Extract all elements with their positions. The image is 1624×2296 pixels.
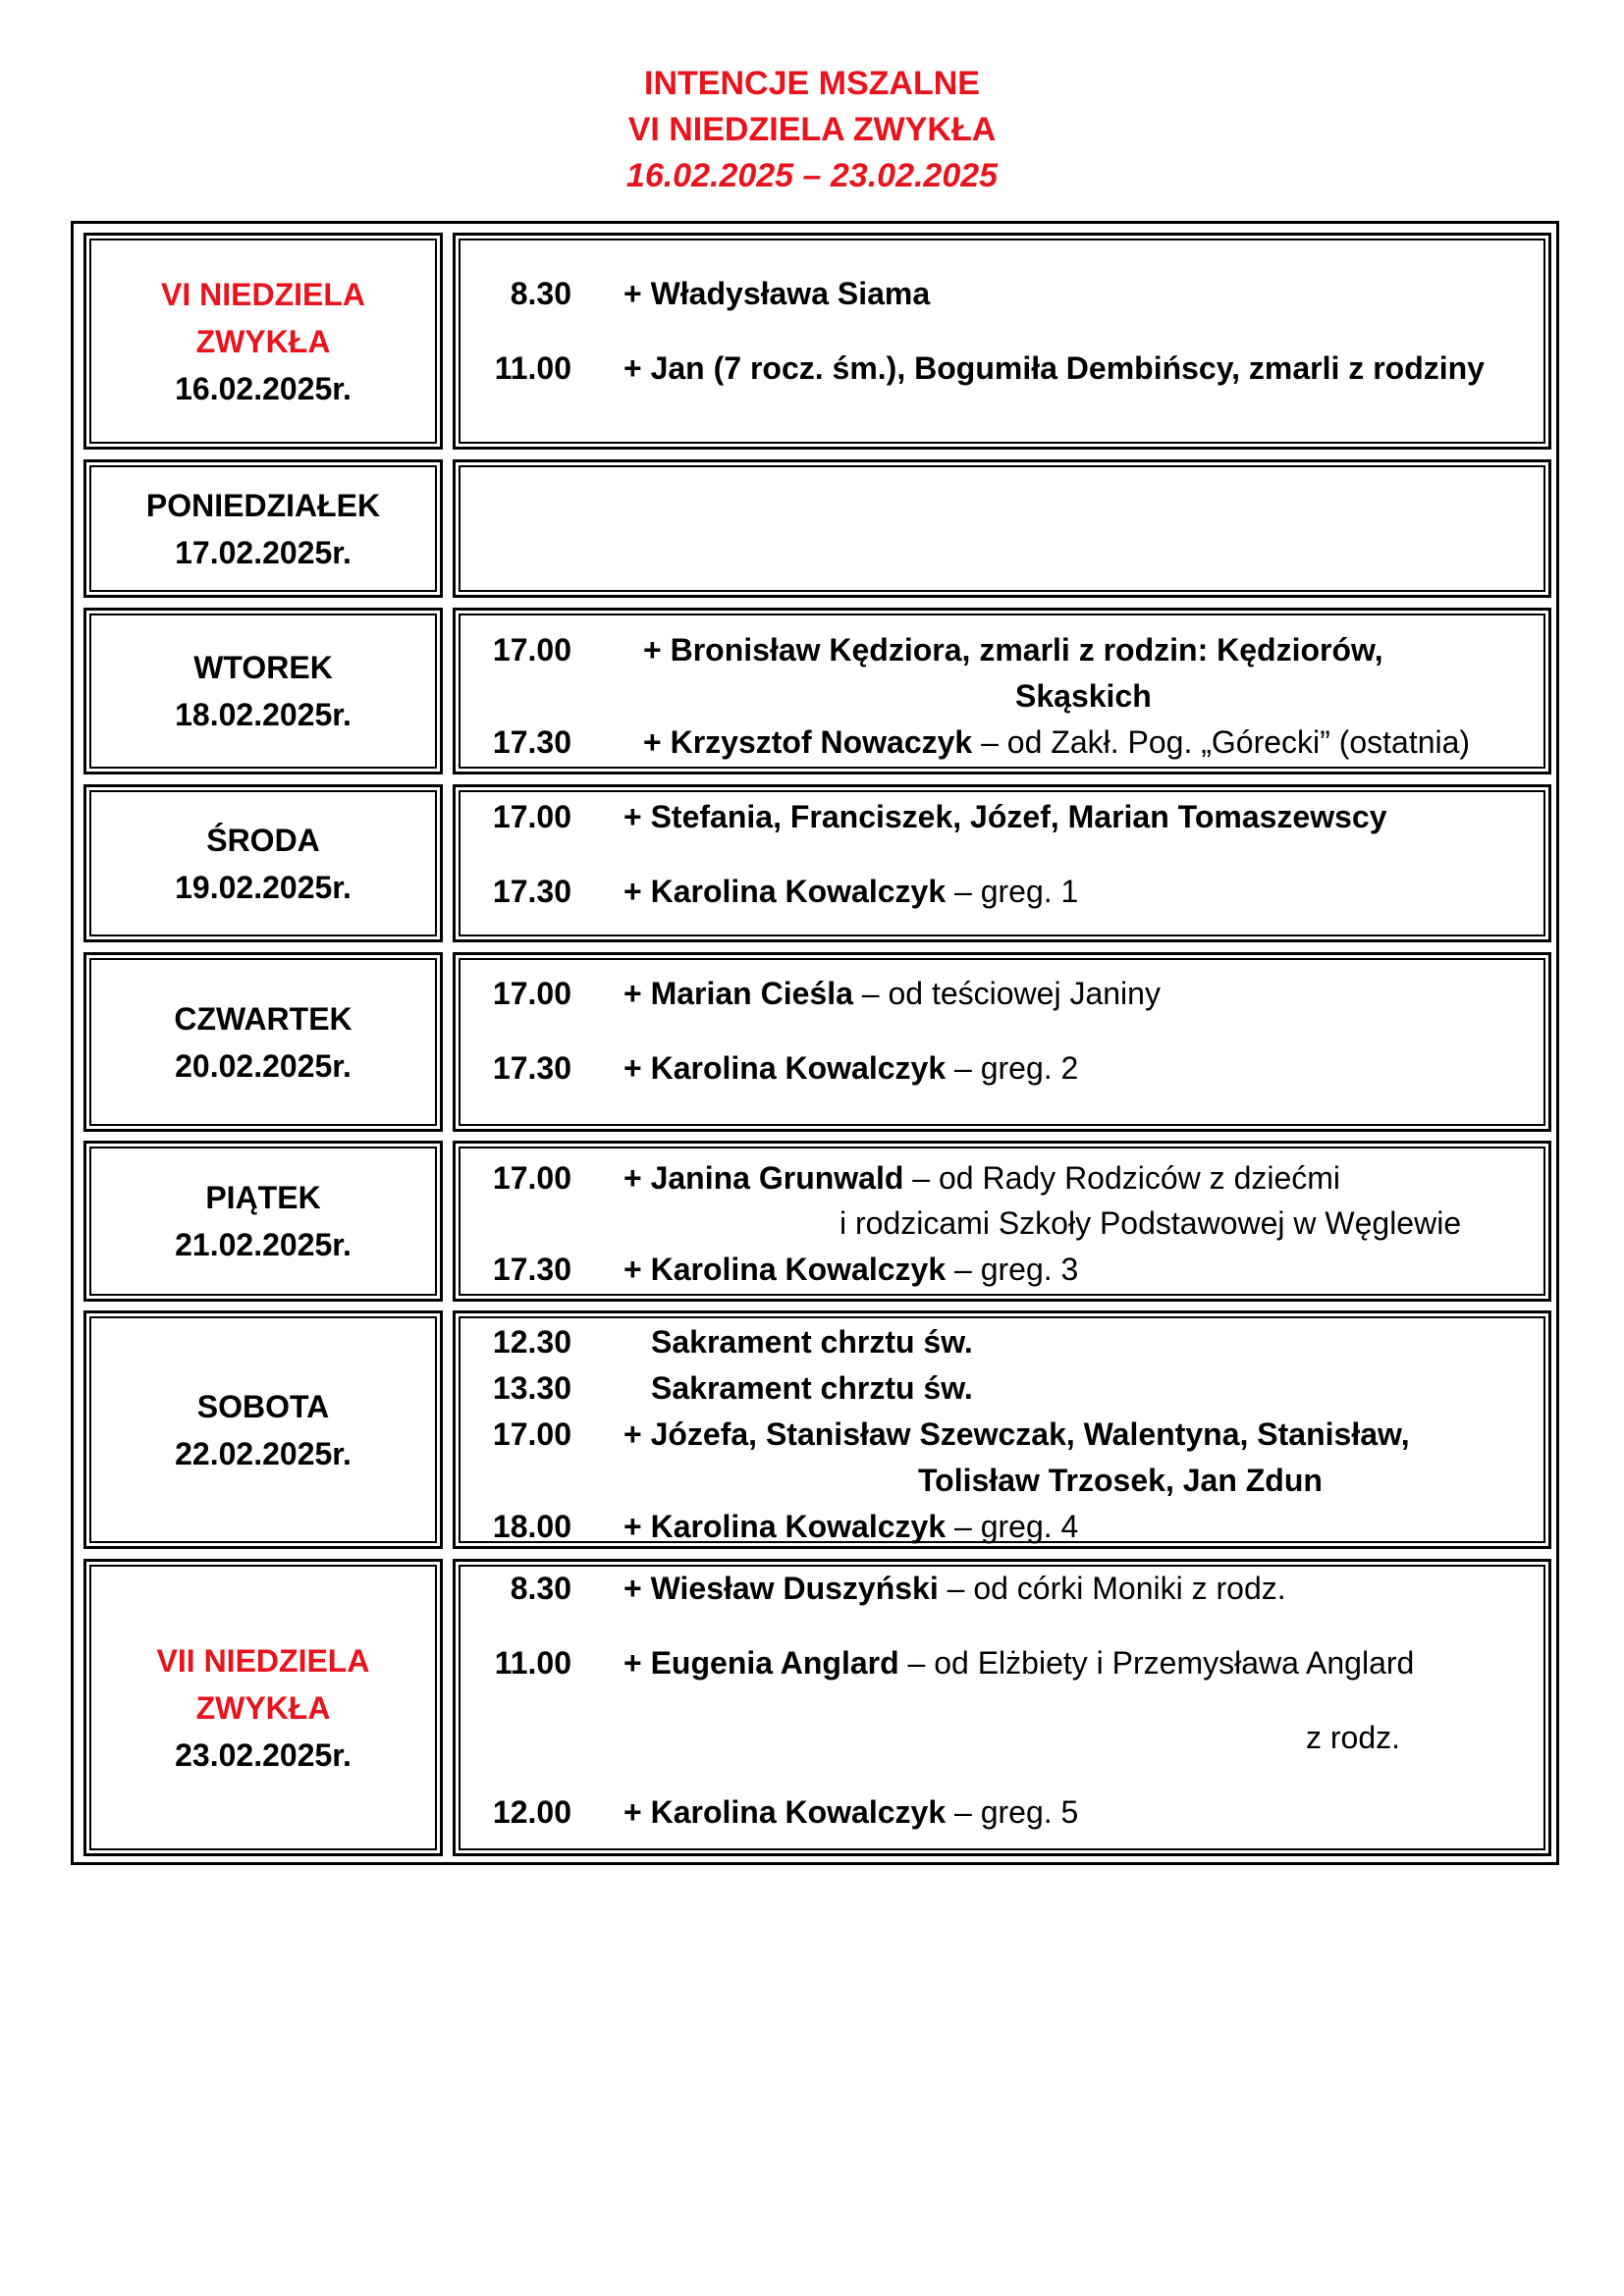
mass-entry xyxy=(456,1503,1548,1550)
day-date: 23.02.2025r. xyxy=(175,1736,352,1773)
day-name: ŚRODA xyxy=(206,822,320,858)
intention-text-cont: i rodzicami Szkoły Podstawowej w Węglewie xyxy=(839,1205,1462,1241)
day-date: 18.02.2025r. xyxy=(175,697,352,732)
mass-entry xyxy=(456,626,1548,673)
intention-detail: – greg. 1 xyxy=(946,874,1079,909)
day-row-wednesday xyxy=(83,784,1551,942)
mass-entry xyxy=(456,270,1548,317)
day-cell xyxy=(83,1559,443,1856)
day-row-thursday xyxy=(83,952,1551,1132)
mass-entry xyxy=(456,1318,1548,1365)
day-row-saturday xyxy=(83,1310,1551,1549)
day-row-monday xyxy=(83,459,1551,598)
intention-detail: – od córki Moniki z rodz. xyxy=(938,1571,1286,1606)
header-title: INTENCJE MSZALNE xyxy=(644,65,980,102)
intention-detail: – greg. 2 xyxy=(946,1050,1079,1086)
entries-cell xyxy=(453,952,1551,1132)
mass-entry xyxy=(456,1411,1548,1458)
entries-cell xyxy=(453,608,1551,774)
day-date: 17.02.2025r. xyxy=(175,534,352,570)
entries-cell xyxy=(453,1310,1551,1549)
mass-entry xyxy=(456,719,1548,766)
intention-detail: – od Zakł. Pog. „Górecki” (ostatnia) xyxy=(972,724,1471,760)
intention-text: + Jan (7 rocz. śm.), Bogumiła Dembińscy, zmarli z rodziny xyxy=(623,350,1485,386)
intention-name: + Wiesław Duszyński xyxy=(623,1571,939,1606)
entries-cell xyxy=(453,233,1551,450)
intention-name: + Krzysztof Nowaczyk xyxy=(643,724,973,760)
mass-entry-continuation xyxy=(456,672,1548,720)
day-row-tuesday xyxy=(83,608,1551,774)
intention-name: + Karolina Kowalczyk xyxy=(623,1794,947,1830)
mass-time: 12.30 xyxy=(492,1324,571,1360)
day-cell xyxy=(83,952,443,1132)
day-row-sunday-2 xyxy=(83,1559,1551,1856)
day-name: PIĄTEK xyxy=(205,1180,321,1215)
day-row-friday xyxy=(83,1141,1551,1302)
intention-text: + Bronisław Kędziora, zmarli z rodzin: Kędziorów, xyxy=(643,632,1383,667)
intention-detail: – od Elżbiety i Przemysława Anglard xyxy=(898,1645,1415,1681)
day-cell xyxy=(83,1141,443,1302)
intention-name: + Karolina Kowalczyk xyxy=(623,1509,947,1544)
mass-time: 17.30 xyxy=(492,724,571,760)
mass-time: 8.30 xyxy=(510,1571,571,1606)
entries-cell xyxy=(453,1559,1551,1856)
day-date: 19.02.2025r. xyxy=(175,869,352,905)
header-date-range: 16.02.2025 – 23.02.2025 xyxy=(625,157,999,194)
mass-entry-continuation xyxy=(456,1200,1548,1247)
intention-detail: – greg. 3 xyxy=(946,1252,1079,1287)
day-date: 16.02.2025r. xyxy=(175,370,352,406)
mass-time: 17.30 xyxy=(492,1050,571,1086)
mass-time: 17.00 xyxy=(492,1416,571,1452)
intention-name: + Janina Grunwald xyxy=(623,1160,904,1196)
mass-entry xyxy=(456,1565,1548,1612)
day-name-cont: ZWYKŁA xyxy=(195,1689,331,1726)
intention-name: + Karolina Kowalczyk xyxy=(623,1050,947,1086)
mass-entry xyxy=(456,970,1548,1017)
mass-time: 17.30 xyxy=(492,1252,571,1287)
mass-time: 11.00 xyxy=(494,350,571,386)
intention-name: + Karolina Kowalczyk xyxy=(623,1252,947,1287)
day-cell xyxy=(83,608,443,774)
mass-entry-continuation xyxy=(456,1714,1548,1761)
day-date: 22.02.2025r. xyxy=(175,1435,352,1471)
day-cell xyxy=(83,233,443,450)
mass-time: 18.00 xyxy=(492,1509,571,1544)
intention-name: + Marian Cieśla xyxy=(623,976,853,1011)
mass-time: 17.30 xyxy=(492,874,571,909)
intention-text: + Józefa, Stanisław Szewczak, Walentyna, Stanisław, xyxy=(623,1416,1410,1452)
intention-name: + Karolina Kowalczyk xyxy=(623,874,947,909)
day-name: WTOREK xyxy=(193,650,333,685)
mass-entry xyxy=(456,1246,1548,1293)
day-name-cont: ZWYKŁA xyxy=(195,323,331,359)
day-name: VI NIEDZIELA xyxy=(160,276,365,312)
intention-text-cont: Skąskich xyxy=(1015,678,1152,714)
mass-entry xyxy=(456,1154,1548,1201)
intention-text: + Stefania, Franciszek, Józef, Marian Tomaszewscy xyxy=(623,799,1387,834)
entries-cell xyxy=(453,1141,1551,1302)
mass-time: 17.00 xyxy=(492,1160,571,1196)
intention-detail: – od teściowej Janiny xyxy=(852,976,1161,1011)
day-cell xyxy=(83,459,443,598)
intention-text-cont: Tolisław Trzosek, Jan Zdun xyxy=(918,1463,1323,1498)
intention-detail: – greg. 4 xyxy=(946,1509,1079,1544)
mass-time: 13.30 xyxy=(492,1370,571,1406)
mass-time: 8.30 xyxy=(510,276,571,311)
mass-time: 17.00 xyxy=(492,976,571,1011)
day-name: VII NIEDZIELA xyxy=(156,1642,370,1679)
intention-detail: – greg. 5 xyxy=(946,1794,1079,1830)
intention-text: Sakrament chrztu św. xyxy=(651,1324,973,1360)
entries-cell xyxy=(453,459,1551,598)
mass-entry xyxy=(456,1639,1548,1686)
day-name: SOBOTA xyxy=(196,1388,330,1424)
mass-entry xyxy=(456,868,1548,915)
intention-text: Sakrament chrztu św. xyxy=(651,1370,973,1406)
mass-time: 17.00 xyxy=(492,632,571,667)
mass-entry-continuation xyxy=(456,1457,1548,1504)
day-name: PONIEDZIAŁEK xyxy=(145,487,381,523)
mass-time: 17.00 xyxy=(492,799,571,834)
intention-text: + Władysława Siama xyxy=(623,276,931,311)
document-header xyxy=(0,61,1624,199)
day-date: 20.02.2025r. xyxy=(175,1047,352,1084)
intention-detail: – od Rady Rodziców z dziećmi xyxy=(903,1160,1341,1196)
day-date: 21.02.2025r. xyxy=(175,1227,352,1262)
entries-cell xyxy=(453,784,1551,942)
mass-entry xyxy=(456,1789,1548,1836)
mass-entry xyxy=(456,1364,1548,1412)
header-subtitle: VI NIEDZIELA ZWYKŁA xyxy=(627,111,997,148)
day-name: CZWARTEK xyxy=(174,1000,352,1037)
intention-text-cont: z rodz. xyxy=(1306,1720,1401,1755)
day-cell xyxy=(83,1310,443,1549)
intention-name: + Eugenia Anglard xyxy=(623,1645,899,1681)
mass-entry xyxy=(456,793,1548,840)
mass-entry xyxy=(456,1044,1548,1092)
day-cell xyxy=(83,784,443,942)
day-row-sunday-1 xyxy=(83,233,1551,450)
mass-time: 11.00 xyxy=(494,1645,571,1681)
mass-time: 12.00 xyxy=(492,1794,571,1830)
mass-entry xyxy=(456,345,1548,392)
